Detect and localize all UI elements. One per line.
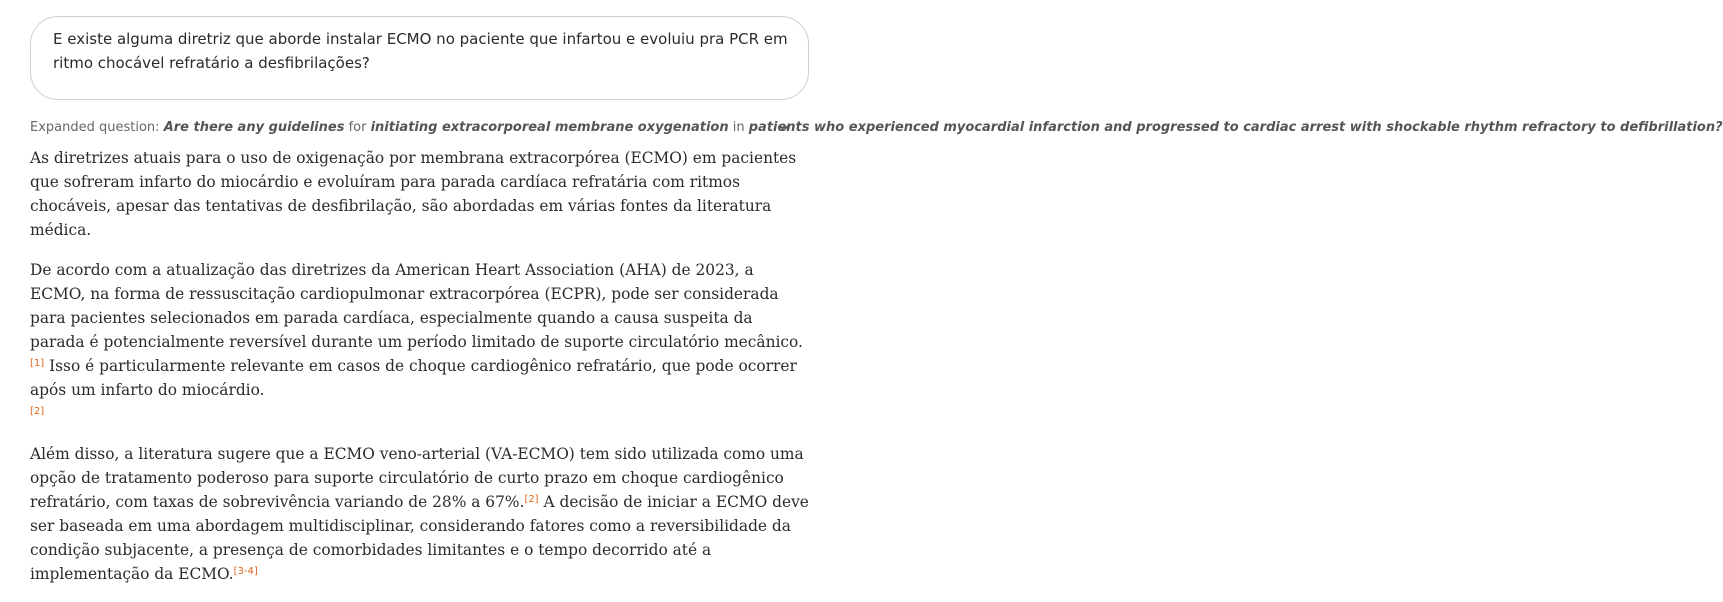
expanded-question[interactable] — [30, 118, 1723, 138]
citation-link-4[interactable]: [3-4] — [233, 566, 258, 577]
answer-paragraph-3-text-b: A decisão de iniciar a ECMO deve ser baseada em uma abordagem multidisciplinar, considerando fatores como a reversibilidade da condição subjacente, a presença de comorbidades limitantes e o tempo decorrido até a implementação da ECMO. — [30, 493, 809, 583]
expanded-connector-1: for — [344, 120, 371, 135]
citation-link-1[interactable]: [1] — [30, 358, 45, 369]
expanded-connector-2: in — [728, 120, 749, 135]
user-question-bubble — [30, 16, 809, 100]
answer-paragraph-2 — [30, 258, 810, 426]
citation-link-3[interactable]: [2] — [524, 494, 539, 505]
answer-paragraph-2-text-b: Isso é particularmente relevante em casos de choque cardiogênico refratário, que pode ocorrer após um infarto do miocárdio. — [30, 357, 797, 399]
citation-link-2[interactable]: [2] — [30, 406, 45, 417]
answer-paragraph-1: As diretrizes atuais para o uso de oxigenação por membrana extracorpórea (ECMO) em pacientes que sofreram infarto do miocárdio e evoluíram para parada cardíaca refratária com ritmos chocáveis, apesar das tentativas de desfibrilação, são abordadas em várias fontes da literatura médica. — [30, 149, 797, 239]
expanded-question-text — [30, 118, 1723, 138]
expanded-term-3: patients who experienced myocardial infarction and progressed to cardiac arrest with shockable rhythm refractory to defibrillation? — [748, 120, 1723, 135]
expanded-term-1: Are there any guidelines — [163, 120, 345, 135]
answer-body — [30, 146, 810, 602]
answer-paragraph-3 — [30, 442, 810, 586]
expanded-term-2: initiating extracorporeal membrane oxygenation — [370, 120, 729, 135]
answer-paragraph-2-text-a: De acordo com a atualização das diretrizes da American Heart Association (AHA) de 2023, a ECMO, na forma de ressuscitação cardiopulmonar extracorpórea (ECPR), pode ser considerada para pacientes selecionados em parada cardíaca, especialmente quando a causa suspeita da parada é potencialmente reversível durante um período limitado de suporte circulatório mecânico. — [30, 261, 803, 351]
user-question-text: E existe alguma diretriz que aborde instalar ECMO no paciente que infartou e evoluiu pra PCR em ritmo chocável refratário a desfibrilações? — [53, 30, 788, 72]
expanded-question-label: Expanded question: — [30, 120, 160, 135]
chevron-down-icon[interactable] — [776, 118, 792, 138]
answer-paragraph-3-text-a: Além disso, a literatura sugere que a ECMO veno-arterial (VA-ECMO) tem sido utilizada como uma opção de tratamento poderoso para suporte circulatório de curto prazo em choque cardiogênico refratário, com taxas de sobrevivência variando de 28% a 67%. — [30, 445, 804, 511]
